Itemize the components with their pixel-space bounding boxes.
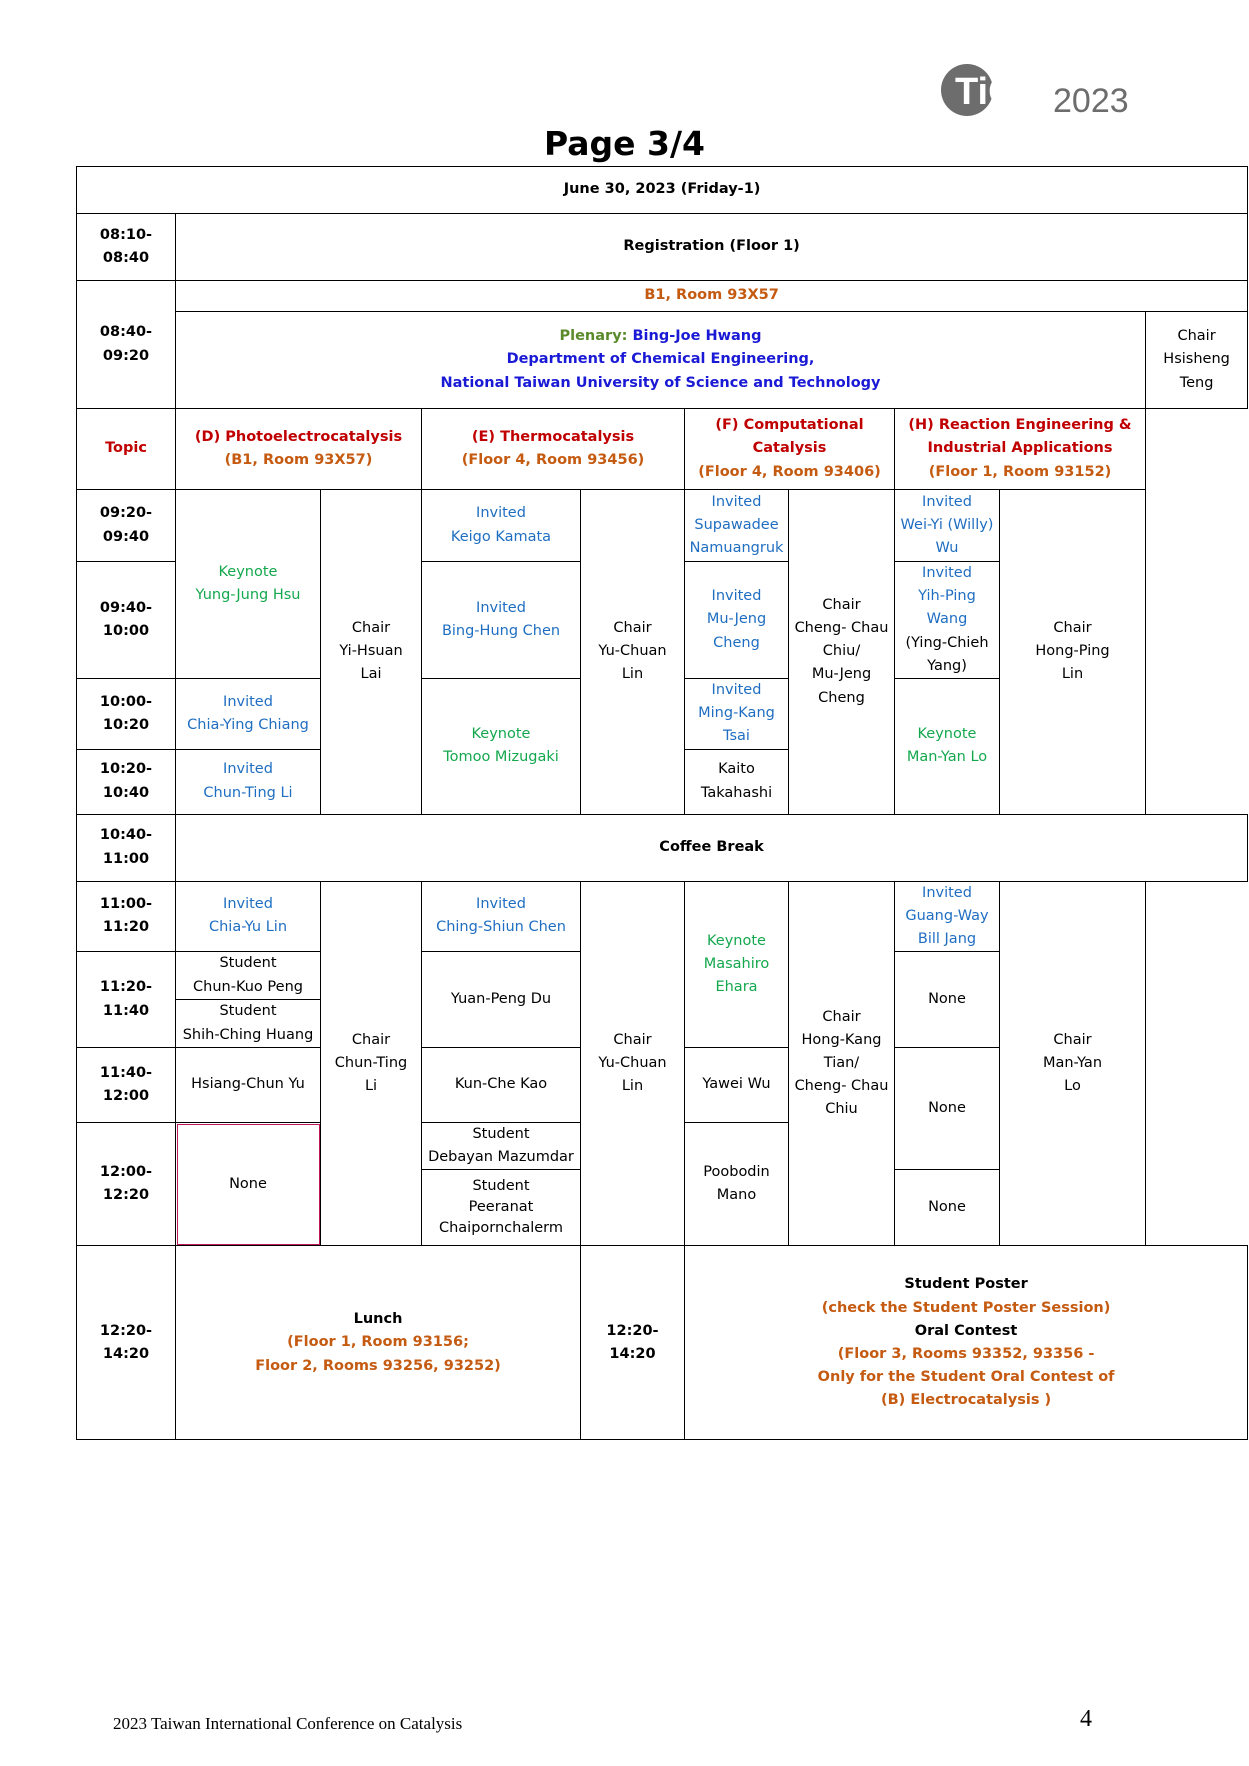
f-invited-2: Invited Mu-Jeng Cheng [685, 562, 789, 679]
day-title: June 30, 2023 (Friday-1) [77, 167, 1248, 214]
d-invited-2: Invited Chun-Ting Li [176, 749, 321, 814]
schedule-table [76, 166, 1248, 1440]
h-none-3: None [895, 1170, 1000, 1246]
time-1200: 12:00- 12:20 [77, 1123, 176, 1246]
e-chair-am: Chair Yu-Chuan Lin [581, 490, 685, 815]
topic-label: Topic [77, 409, 176, 490]
h-none-1: None [895, 952, 1000, 1048]
session-d: (D) Photoelectrocatalysis (B1, Room 93X57) [176, 409, 422, 490]
f-chair-am: Chair Cheng- Chau Chiu/ Mu-Jeng Cheng [789, 490, 895, 815]
f-talk-1: Yawei Wu [685, 1048, 789, 1123]
logo-text: TiCC [955, 71, 1043, 113]
h-invited-3: Invited Guang-Way Bill Jang [895, 881, 1000, 952]
d-student-2: Student Shih-Ching Huang [176, 1000, 321, 1048]
time-0940: 09:40- 10:00 [77, 562, 176, 679]
e-student-1: Student Debayan Mazumdar [422, 1123, 581, 1170]
student-poster: Student Poster (check the Student Poster Session) Oral Contest (Floor 3, Rooms 93352, 93356 - Only for the Student Oral Contest of (B) Electrocatalysis ) [685, 1246, 1248, 1440]
coffee-break: Coffee Break [176, 814, 1248, 881]
session-h: (H) Reaction Engineering & Industrial Applications (Floor 1, Room 93152) [895, 409, 1146, 490]
d-invited-1: Invited Chia-Ying Chiang [176, 678, 321, 749]
time-1220: 12:20- 14:20 [77, 1246, 176, 1440]
e-talk-1: Yuan-Peng Du [422, 952, 581, 1048]
footer-page-number: 4 [1080, 1706, 1092, 1732]
time-1140: 11:40- 12:00 [77, 1048, 176, 1123]
f-invited-3: Invited Ming-Kang Tsai [685, 678, 789, 749]
time-0920: 09:20- 09:40 [77, 490, 176, 562]
h-chair-late: Chair Man-Yan Lo [1000, 881, 1146, 1246]
time-0810: 08:10- 08:40 [77, 214, 176, 281]
e-invited-2: Invited Bing-Hung Chen [422, 562, 581, 679]
e-invited-1: Invited Keigo Kamata [422, 490, 581, 562]
logo-year: 2023 [1053, 82, 1129, 120]
e-student-2: Student Peeranat Chaipornchalerm [422, 1170, 581, 1246]
e-invited-3: Invited Ching-Shiun Chen [422, 881, 581, 952]
f-invited-1: Invited Supawadee Namuangruk [685, 490, 789, 562]
f-chair-late: Chair Hong-Kang Tian/ Cheng- Chau Chiu [789, 881, 895, 1246]
plenary-talk: Plenary: Bing-Joe Hwang Department of Chemical Engineering, National Taiwan University of Science and Technology [176, 312, 1146, 409]
d-student-1: Student Chun-Kuo Peng [176, 952, 321, 1000]
time-1120: 11:20- 11:40 [77, 952, 176, 1048]
page-label: Page 3/4 [543, 124, 706, 163]
d-keynote: Keynote Yung-Jung Hsu [176, 490, 321, 679]
time-1100: 11:00- 11:20 [77, 881, 176, 952]
h-invited-1: Invited Wei-Yi (Willy) Wu [895, 490, 1000, 562]
registration: Registration (Floor 1) [176, 214, 1248, 281]
e-talk-2: Kun-Che Kao [422, 1048, 581, 1123]
time-1020: 10:20- 10:40 [77, 749, 176, 814]
ticc-logo [935, 56, 1145, 126]
session-f: (F) Computational Catalysis (Floor 4, Room 93406) [685, 409, 895, 490]
f-keynote: Keynote Masahiro Ehara [685, 881, 789, 1048]
time-1040: 10:40- 11:00 [77, 814, 176, 881]
h-invited-2: Invited Yih-Ping Wang (Ying-Chieh Yang) [895, 562, 1000, 679]
footer-conference: 2023 Taiwan International Conference on Catalysis [113, 1714, 463, 1733]
time-1000: 10:00- 10:20 [77, 678, 176, 749]
d-chair-am: Chair Yi-Hsuan Lai [321, 490, 422, 815]
d-invited-3: Invited Chia-Yu Lin [176, 881, 321, 952]
time-1220-b: 12:20- 14:20 [581, 1246, 685, 1440]
h-none-2: None [895, 1048, 1000, 1170]
session-e: (E) Thermocatalysis (Floor 4, Room 93456) [422, 409, 685, 490]
h-chair-am: Chair Hong-Ping Lin [1000, 490, 1146, 815]
d-talk: Hsiang-Chun Yu [176, 1048, 321, 1123]
h-keynote: Keynote Man-Yan Lo [895, 678, 1000, 814]
d-none: None [176, 1123, 321, 1246]
e-keynote: Keynote Tomoo Mizugaki [422, 678, 581, 814]
f-talk: Kaito Takahashi [685, 749, 789, 814]
d-chair-late: Chair Chun-Ting Li [321, 881, 422, 1246]
plenary-room: B1, Room 93X57 [176, 281, 1248, 312]
lunch: Lunch (Floor 1, Room 93156; Floor 2, Rooms 93256, 93252) [176, 1246, 581, 1440]
e-chair-late: Chair Yu-Chuan Lin [581, 881, 685, 1246]
time-0840: 08:40- 09:20 [77, 281, 176, 409]
plenary-chair: Chair Hsisheng Teng [1146, 312, 1248, 409]
f-talk-2: Poobodin Mano [685, 1123, 789, 1246]
